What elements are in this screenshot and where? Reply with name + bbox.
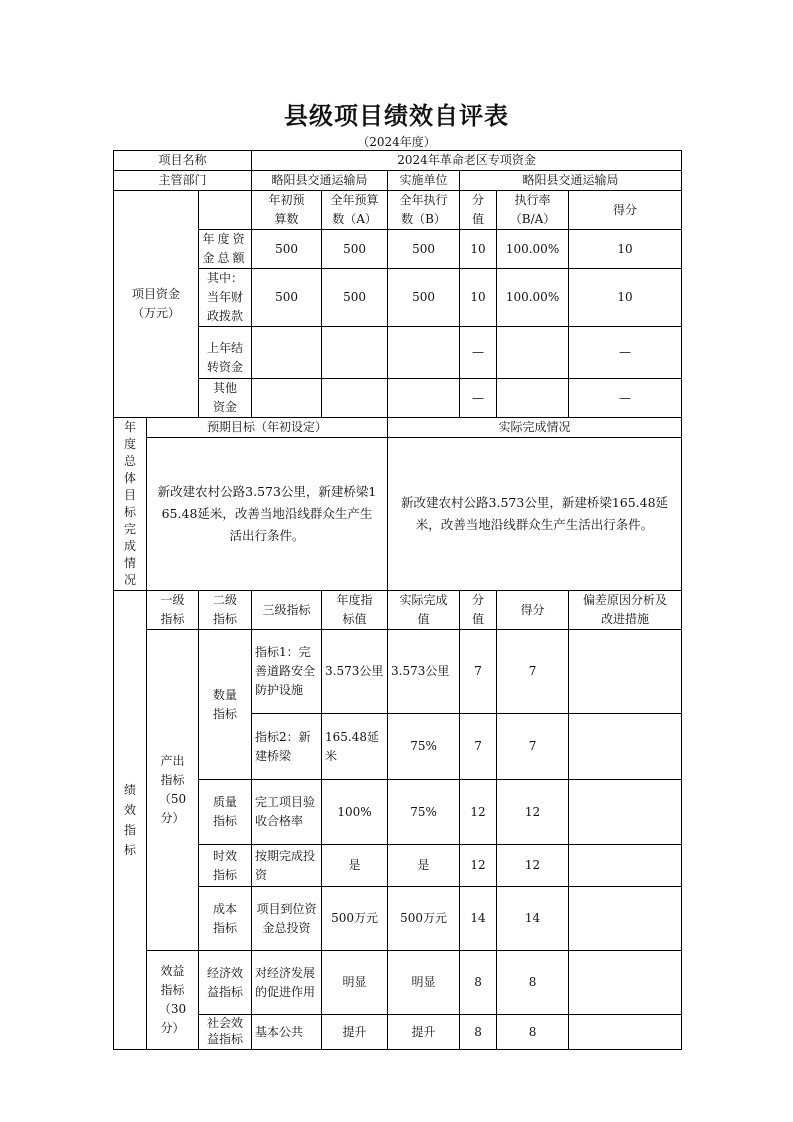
funds-cell: 100.00% <box>497 269 569 327</box>
project-name-value: 2024年革命老区专项资金 <box>252 151 682 171</box>
funds-cell: 500 <box>388 230 460 269</box>
indicator-score: 14 <box>497 887 569 951</box>
indicator-note <box>569 714 682 780</box>
indicator-header: 年度指标值 <box>322 591 388 630</box>
funds-cell: — <box>569 327 682 379</box>
indicator-level3: 项目到位资金总投资 <box>252 887 322 951</box>
indicator-score: 8 <box>497 1015 569 1050</box>
indicator-actual: 是 <box>388 845 460 887</box>
indicator-header: 偏差原因分析及改进措施 <box>569 591 682 630</box>
indicator-target: 提升 <box>322 1015 388 1050</box>
indicator-level3: 按期完成投资 <box>252 845 322 887</box>
funds-cell: — <box>569 379 682 418</box>
indicator-note <box>569 887 682 951</box>
indicator-level2 <box>199 1015 252 1050</box>
goals-actual-text: 新改建农村公路3.573公里，新建桥梁165.48延米，改善当地沿线群众生产生活出行条件。 <box>388 438 682 591</box>
funds-header-blank <box>199 191 252 230</box>
indicator-score: 8 <box>497 951 569 1015</box>
impl-value: 略阳县交通运输局 <box>460 171 682 191</box>
funds-header-cell: 全年执行数（B） <box>388 191 460 230</box>
indicator-level2 <box>199 780 252 845</box>
funds-row-name: 年度资金总额 <box>199 230 252 269</box>
evaluation-table <box>113 150 682 1050</box>
indicator-score: 12 <box>497 845 569 887</box>
funds-cell <box>497 327 569 379</box>
indicator-weight: 7 <box>460 630 497 714</box>
indicator-level2 <box>199 845 252 887</box>
indicator-target: 明显 <box>322 951 388 1015</box>
indicator-weight: 7 <box>460 714 497 780</box>
impl-label: 实施单位 <box>388 171 460 191</box>
year-label: （2024年度） <box>357 135 436 149</box>
indicator-level1 <box>147 951 199 1050</box>
funds-label-text: 项目资金（万元） <box>131 287 180 320</box>
indicator-level3: 完工项目验收合格率 <box>252 780 322 845</box>
funds-header-cell: 得分 <box>569 191 682 230</box>
indicator-level2-text: 成本指标 <box>213 901 238 935</box>
funds-header-cell: 全年预算数（A） <box>322 191 388 230</box>
page-title: 县级项目绩效自评表 <box>284 102 509 130</box>
funds-cell <box>497 379 569 418</box>
indicator-target: 3.573公里 <box>322 630 388 714</box>
indicator-header: 三级指标 <box>252 591 322 630</box>
funds-cell <box>252 379 322 418</box>
indicator-header: 一级指标 <box>147 591 199 630</box>
indicators-label-text: 绩效指标 <box>123 783 136 857</box>
project-name-label: 项目名称 <box>114 151 252 171</box>
goals-expected-header: 预期目标（年初设定） <box>147 418 388 438</box>
indicator-level2-text: 质量指标 <box>213 795 238 828</box>
indicator-level3: 指标2：新建桥梁 <box>252 714 322 780</box>
indicator-level1-text: 产出指标（50分） <box>158 754 187 825</box>
goals-label <box>114 418 147 591</box>
indicator-note <box>569 1015 682 1050</box>
indicator-level2 <box>199 951 252 1015</box>
funds-header-cell: 年初预算数 <box>252 191 322 230</box>
funds-cell: — <box>460 327 497 379</box>
funds-cell: 10 <box>460 269 497 327</box>
funds-cell: 500 <box>388 269 460 327</box>
funds-cell <box>252 327 322 379</box>
indicators-label <box>114 591 147 1050</box>
funds-row-name: 其他资金 <box>199 379 252 418</box>
indicator-score: 7 <box>497 630 569 714</box>
indicator-header: 二级指标 <box>199 591 252 630</box>
indicator-header: 得分 <box>497 591 569 630</box>
indicator-level2-text: 时效指标 <box>213 848 238 882</box>
goals-expected-text: 新改建农村公路3.573公里，新建桥梁165.48延米，改善当地沿线群众生产生活出行条件。 <box>147 438 388 591</box>
indicator-header: 实际完成值 <box>388 591 460 630</box>
indicator-level3: 基本公共 <box>252 1015 322 1050</box>
indicator-level2 <box>199 887 252 951</box>
dept-value: 略阳县交通运输局 <box>252 171 388 191</box>
funds-cell <box>388 327 460 379</box>
funds-cell: 500 <box>252 269 322 327</box>
indicator-target: 165.48延米 <box>322 714 388 780</box>
dept-label: 主管部门 <box>114 171 252 191</box>
funds-row-name: 上年结转资金 <box>199 327 252 379</box>
indicator-target: 100% <box>322 780 388 845</box>
indicator-score: 7 <box>497 714 569 780</box>
indicator-actual: 明显 <box>388 951 460 1015</box>
funds-cell: 500 <box>322 230 388 269</box>
indicator-level3: 对经济发展的促进作用 <box>252 951 322 1015</box>
indicator-header: 分值 <box>460 591 497 630</box>
indicator-target: 500万元 <box>322 887 388 951</box>
indicator-level2-text: 数量指标 <box>213 687 238 721</box>
goals-actual-header: 实际完成情况 <box>388 418 682 438</box>
goals-label-text: 年度总体目标完成情况 <box>123 419 136 587</box>
indicator-weight: 12 <box>460 845 497 887</box>
funds-header-cell: 执行率（B/A） <box>497 191 569 230</box>
indicator-weight: 14 <box>460 887 497 951</box>
indicator-level2 <box>199 630 252 780</box>
indicator-note <box>569 951 682 1015</box>
funds-cell <box>322 379 388 418</box>
indicator-note <box>569 630 682 714</box>
funds-cell: 10 <box>569 269 682 327</box>
indicator-weight: 12 <box>460 780 497 845</box>
indicator-note <box>569 845 682 887</box>
indicator-actual: 3.573公里 <box>388 630 460 714</box>
indicator-score: 12 <box>497 780 569 845</box>
funds-header-cell: 分值 <box>460 191 497 230</box>
funds-cell: 500 <box>322 269 388 327</box>
indicator-note <box>569 780 682 845</box>
indicator-weight: 8 <box>460 1015 497 1050</box>
funds-cell: 10 <box>460 230 497 269</box>
indicator-actual: 500万元 <box>388 887 460 951</box>
funds-cell <box>388 379 460 418</box>
indicator-level2-text: 社会效益指标 <box>207 1016 244 1046</box>
indicator-actual: 75% <box>388 780 460 845</box>
indicator-level1 <box>147 630 199 951</box>
indicator-level3: 指标1：完善道路安全防护设施 <box>252 630 322 714</box>
funds-cell: 100.00% <box>497 230 569 269</box>
funds-cell <box>322 327 388 379</box>
indicator-target: 是 <box>322 845 388 887</box>
indicator-weight: 8 <box>460 951 497 1015</box>
indicator-actual: 提升 <box>388 1015 460 1050</box>
funds-cell: — <box>460 379 497 418</box>
funds-cell: 500 <box>252 230 322 269</box>
indicator-actual: 75% <box>388 714 460 780</box>
funds-cell: 10 <box>569 230 682 269</box>
funds-label <box>114 191 199 418</box>
indicator-level2-text: 经济效益指标 <box>207 965 244 999</box>
indicator-level1-text: 效益指标（30分） <box>158 964 187 1035</box>
funds-row-name: 其中：当年财政拨款 <box>199 269 252 327</box>
